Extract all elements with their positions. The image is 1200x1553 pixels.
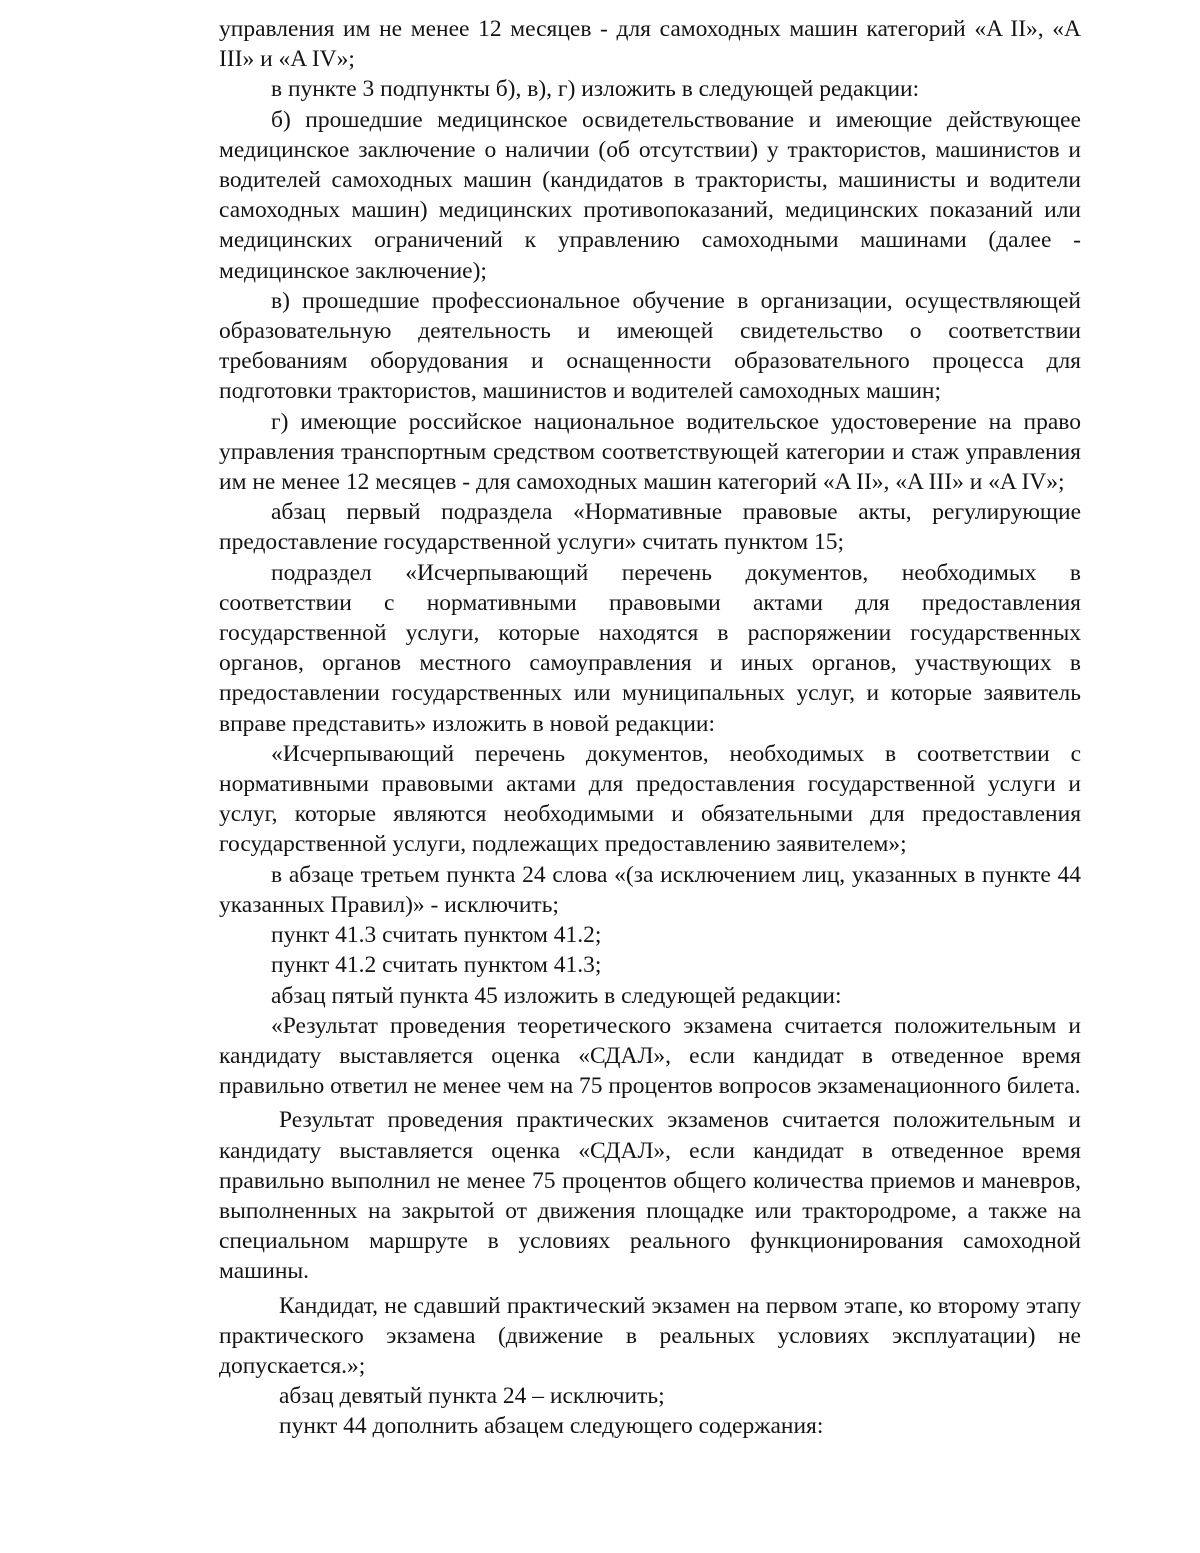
paragraph-continuation: управления им не менее 12 месяцев - для самоходных машин категорий «A II», «A III» и «A IV»; (219, 16, 1081, 73)
paragraph-point-24-ninth: абзац девятый пункта 24 – исключить; (279, 1383, 665, 1410)
paragraph-point-41-2: пункт 41.2 считать пунктом 41.3; (271, 952, 602, 979)
paragraph-point-3-amendment: в пункте 3 подпункты б), в), г) изложить в следующей редакции: (271, 76, 920, 103)
paragraph-practical-exam-result: Результат проведения практических экзаменов считается положительным и кандидату выставляется оценка «СДАЛ», если кандидат в отведенное время правильно выполнил не менее 75 процентов общего количества приемов и маневров, выполненных на закрытой от движения площадке или трактородроме, а также на специальном маршруте в условиях реального функционирования самоходной машины. (219, 1107, 1081, 1285)
paragraph-theory-exam-result: «Результат проведения теоретического экзамена считается положительным и кандидату выставляется оценка «СДАЛ», если кандидат в отведенное время правильно ответил не менее чем на 75 процентов вопросов экзаменационного билета. (219, 1012, 1081, 1100)
paragraph-practical-exam-stage: Кандидат, не сдавший практический экзамен на первом этапе, ко второму этапу практического экзамена (движение в реальных условиях эксплуатации) не допускается.»; (219, 1292, 1081, 1379)
paragraph-point-24-amendment: в абзаце третьем пункта 24 слова «(за исключением лиц, указанных в пункте 44 указанных Правил)» - исключить; (219, 861, 1081, 918)
paragraph-subpoint-g: г) имеющие российское национальное водительское удостоверение на право управления транспортным средством соответствующей категории и стаж управления им не менее 12 месяцев - для самоходных машин категорий «A II», «A III» и «A IV»; (219, 408, 1081, 496)
paragraph-subpoint-v: в) прошедшие профессиональное обучение в организации, осуществляющей образовательную деятельность и имеющей свидетельство о соответствии требованиям оборудования и оснащенности образовательного процесса для подготовки трактористов, машинистов и водителей самоходных машин; (219, 287, 1081, 405)
paragraph-normative-acts: абзац первый подраздела «Нормативные правовые акты, регулирующие предоставление государственной услуги» считать пунктом 15; (219, 499, 1081, 556)
paragraph-point-45-amendment: абзац пятый пункта 45 изложить в следующей редакции: (271, 982, 842, 1009)
paragraph-subpoint-b: б) прошедшие медицинское освидетельствование и имеющие действующее медицинское заключение о наличии (об отсутствии) у трактористов, машинистов и водителей самоходных машин (кандидатов в трактористы, машинисты и водители самоходных машин) медицинских противопоказаний, медицинских показаний или медицинских ограничений к управлению самоходными машинами (далее - медицинское заключение); (219, 106, 1081, 284)
paragraph-new-subsection-title: «Исчерпывающий перечень документов, необходимых в соответствии с нормативными правовыми актами для предоставления государственной услуги и услуг, которые являются необходимыми и обязательными для предоставления государственной услуги, подлежащих предоставлению заявителем»; (219, 740, 1081, 858)
paragraph-subsection-documents: подраздел «Исчерпывающий перечень документов, необходимых в соответствии с нормативными правовыми актами для предоставления государственной услуги, которые находятся в распоряжении государственных органов, органов местного самоуправления и иных органов, участвующих в предоставлении государственных или муниципальных услуг, и которые заявитель вправе представить» изложить в новой редакции: (219, 559, 1081, 737)
paragraph-point-41-3: пункт 41.3 считать пунктом 41.2; (271, 922, 602, 949)
document-body (219, 14, 1081, 1442)
paragraph-point-44-addition: пункт 44 дополнить абзацем следующего содержания: (279, 1413, 824, 1440)
